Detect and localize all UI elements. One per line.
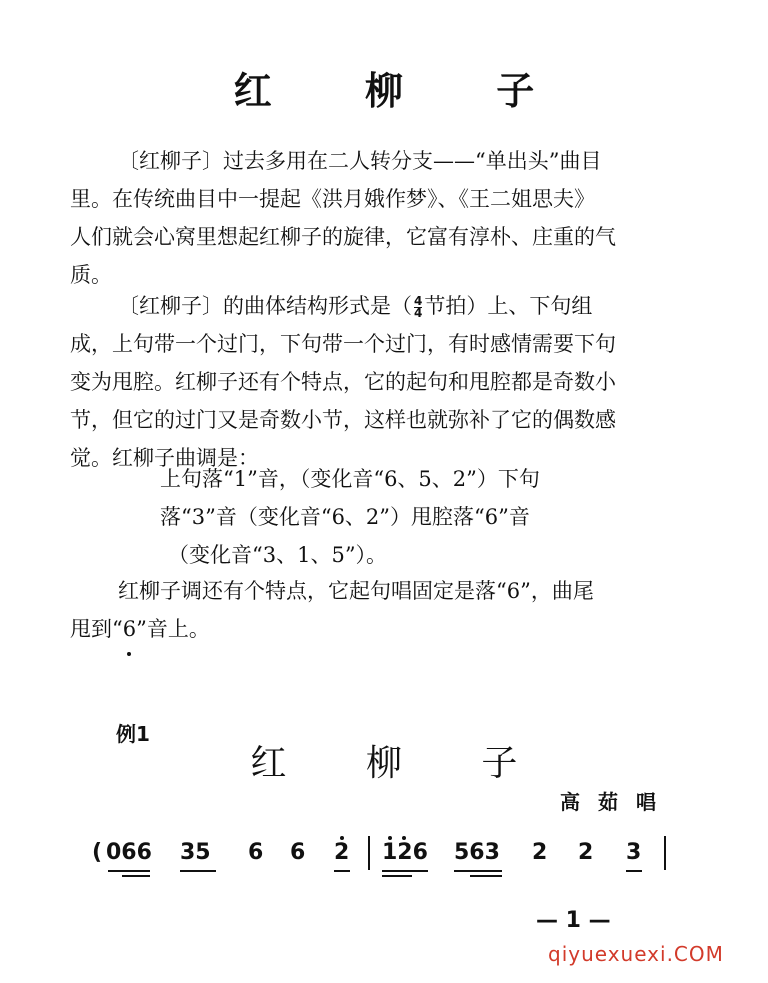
low-note: 6 bbox=[123, 610, 136, 648]
song-title: 红 柳 子 bbox=[250, 743, 552, 784]
time-signature-denominator: 4 bbox=[414, 306, 423, 320]
note: 2 bbox=[334, 840, 350, 865]
text-line: 质。 bbox=[70, 263, 112, 287]
note: 6 bbox=[290, 840, 306, 865]
text-line: 节，但它的过门又是奇数小节，这样也就弥补了它的偶数感 bbox=[70, 408, 616, 432]
page-title: 红 柳 子 bbox=[233, 69, 575, 113]
note-group: 563 bbox=[454, 840, 500, 865]
beam-line bbox=[470, 875, 502, 877]
tune-description bbox=[160, 460, 700, 574]
text-line: 觉。红柳子曲调是： bbox=[70, 446, 259, 470]
bar-line bbox=[368, 836, 370, 870]
text-line: 人们就会心窝里想起红柳子的旋律，它富有淳朴、庄重的气 bbox=[70, 225, 616, 249]
intro-paragraph bbox=[70, 142, 685, 294]
note-group: 35 bbox=[180, 840, 211, 865]
text-line: 变为甩腔。红柳子还有个特点，它的起句和甩腔都是奇数小 bbox=[70, 370, 616, 394]
page-number: — 1 — bbox=[536, 908, 611, 933]
time-signature bbox=[414, 296, 422, 319]
text-line: 成，上句带一个过门，下句带一个过门，有时感情需要下句 bbox=[70, 332, 616, 356]
beam-line bbox=[180, 870, 216, 872]
text-line: 上句落“1”音，（变化音“6、5、2”）下句 bbox=[160, 467, 540, 491]
watermark: qiyuexuexi.COM bbox=[548, 942, 724, 966]
text-line: 红柳子调还有个特点，它起句唱固定是落“6”，曲尾 bbox=[118, 579, 594, 603]
high-octave-dot bbox=[388, 836, 392, 840]
beam-line bbox=[334, 870, 350, 872]
beam-line bbox=[454, 870, 502, 872]
text-segment: ”音上。 bbox=[136, 617, 210, 641]
beam-line bbox=[122, 875, 150, 877]
singer-credit: 高茹唱 bbox=[560, 790, 674, 814]
text-segment: 节拍）上、下句组 bbox=[424, 294, 593, 318]
beam-line bbox=[382, 870, 428, 872]
text-line: （变化音“3、1、5”）。 bbox=[168, 543, 388, 567]
text-line bbox=[70, 610, 685, 648]
text-line bbox=[70, 287, 685, 325]
text-segment: 〔红柳子〕的曲体结构形式是（ bbox=[118, 294, 412, 318]
note-group: 066 bbox=[106, 840, 152, 865]
open-paren: ( bbox=[92, 840, 103, 865]
beam-line bbox=[108, 870, 150, 872]
text-segment: 甩到“ bbox=[70, 617, 123, 641]
high-octave-dot bbox=[340, 836, 344, 840]
feature-paragraph bbox=[70, 572, 685, 648]
text-line: 里。在传统曲目中一提起《洪月娥作梦》、《王二姐思夫》 bbox=[70, 187, 595, 211]
high-octave-dot bbox=[402, 836, 406, 840]
beam-line bbox=[382, 875, 412, 877]
beam-line bbox=[626, 870, 642, 872]
bar-line bbox=[664, 836, 666, 870]
example-label: 例1 bbox=[116, 722, 150, 746]
text-line: 〔红柳子〕过去多用在二人转分支——“单出头”曲目 bbox=[118, 149, 602, 173]
time-signature-numerator: 4 bbox=[414, 294, 423, 308]
jianpu-notation bbox=[92, 836, 692, 884]
note-group: 126 bbox=[382, 840, 428, 865]
structure-paragraph bbox=[70, 287, 685, 477]
note: 3 bbox=[626, 840, 642, 865]
text-line: 落“3”音（变化音“6、2”）甩腔落“6”音 bbox=[160, 505, 530, 529]
note: 2 bbox=[578, 840, 594, 865]
note: 6 bbox=[248, 840, 264, 865]
note: 2 bbox=[532, 840, 548, 865]
